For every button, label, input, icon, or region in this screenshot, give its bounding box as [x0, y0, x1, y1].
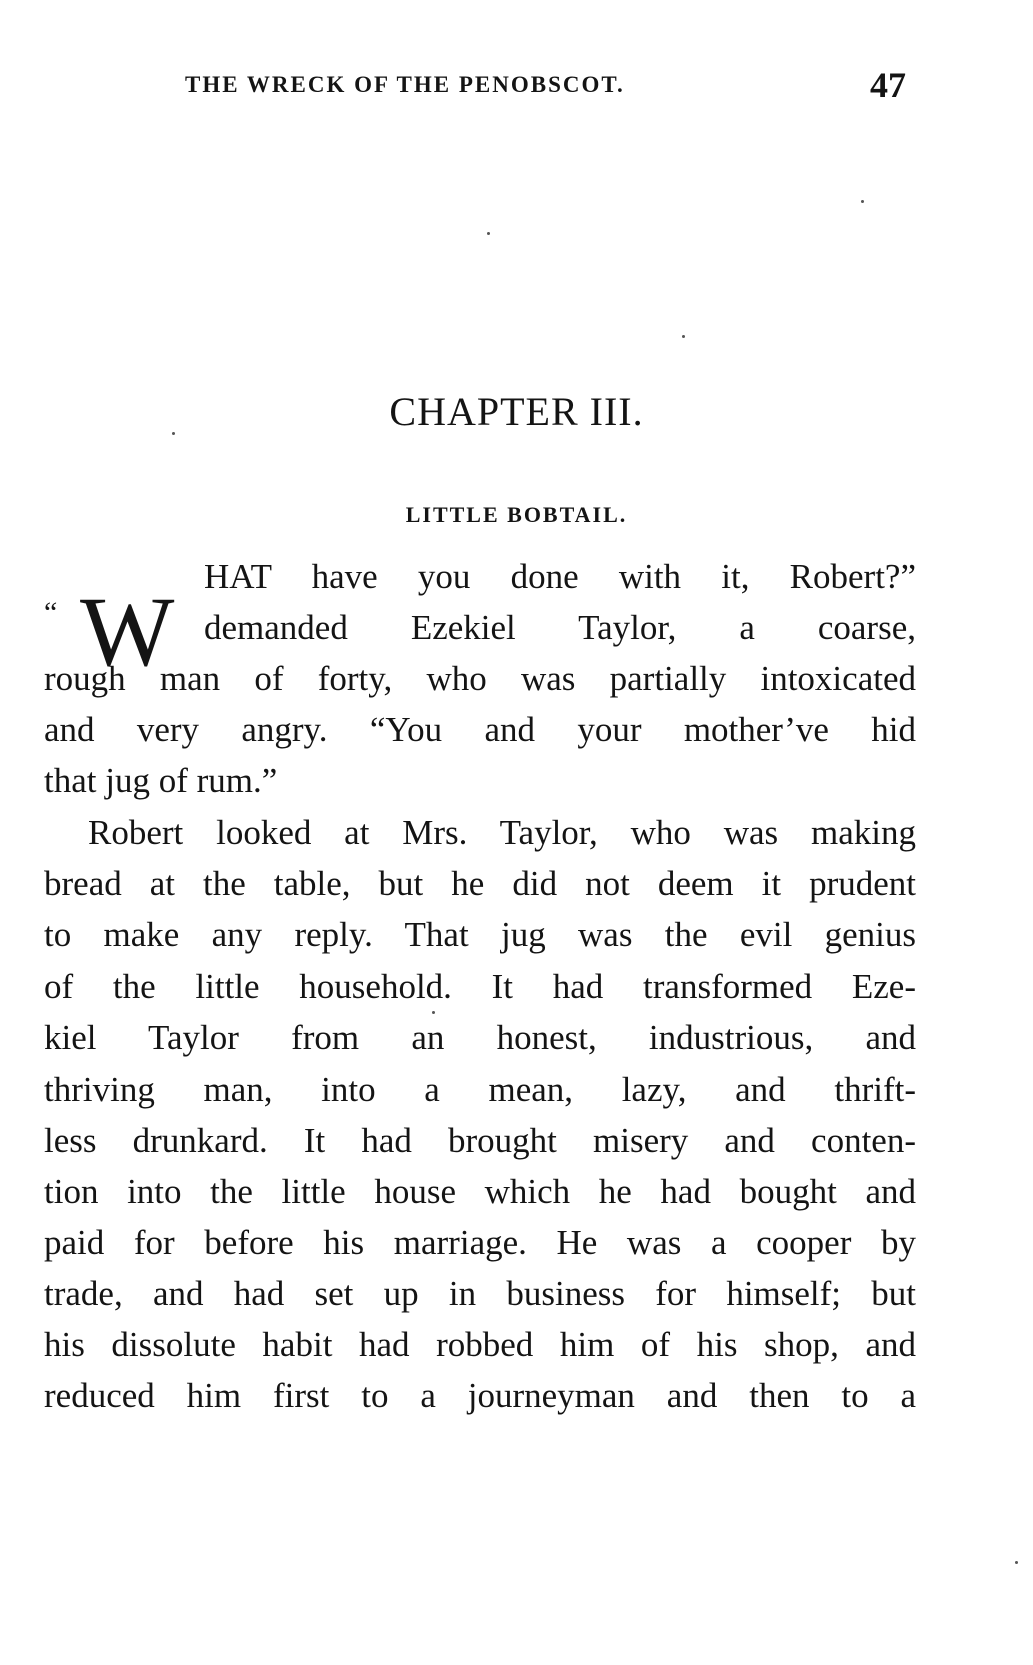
text-line: demanded Ezekiel Taylor, a coarse,: [204, 608, 916, 647]
text-line: bread at the table, but he did not deem it prudent: [44, 864, 916, 903]
text-line: that jug of rum.”: [44, 761, 278, 800]
text-line: rough man of forty, who was partially intoxicated: [44, 659, 916, 698]
scan-speck: [861, 200, 864, 203]
text-line: and very angry. “You and your mother’ve hid: [44, 710, 916, 749]
text-line: his dissolute habit had robbed him of his shop, and: [44, 1325, 916, 1364]
scan-speck: [172, 432, 175, 435]
text-line: to make any reply. That jug was the evil genius: [44, 915, 916, 954]
drop-cap: W: [80, 576, 175, 687]
scan-speck: [432, 1011, 435, 1014]
text-line: Robert looked at Mrs. Taylor, who was making: [88, 813, 916, 852]
text-line: paid for before his marriage. He was a cooper by: [44, 1223, 916, 1262]
chapter-title: CHAPTER III.: [389, 389, 644, 434]
chapter-subtitle: LITTLE BOBTAIL.: [405, 502, 628, 527]
text-line: tion into the little house which he had bought and: [44, 1172, 916, 1211]
opening-quote-mark: “: [44, 596, 58, 629]
text-line: thriving man, into a mean, lazy, and thrift-: [44, 1070, 916, 1109]
scan-speck: [487, 232, 490, 235]
page-number: 47: [870, 65, 906, 105]
text-line: reduced him first to a journeyman and then to a: [44, 1376, 916, 1415]
scan-speck: [682, 335, 685, 338]
scan-speck: [1015, 1561, 1018, 1564]
text-line: trade, and had set up in business for himself; but: [44, 1274, 916, 1313]
text-line: HAT have you done with it, Robert?”: [204, 557, 916, 596]
running-head: THE WRECK OF THE PENOBSCOT.: [185, 72, 625, 97]
text-line: less drunkard. It had brought misery and conten-: [44, 1121, 916, 1160]
text-line: of the little household. It had transformed Eze-: [44, 967, 916, 1006]
text-line: kiel Taylor from an honest, industrious, and: [44, 1018, 916, 1057]
